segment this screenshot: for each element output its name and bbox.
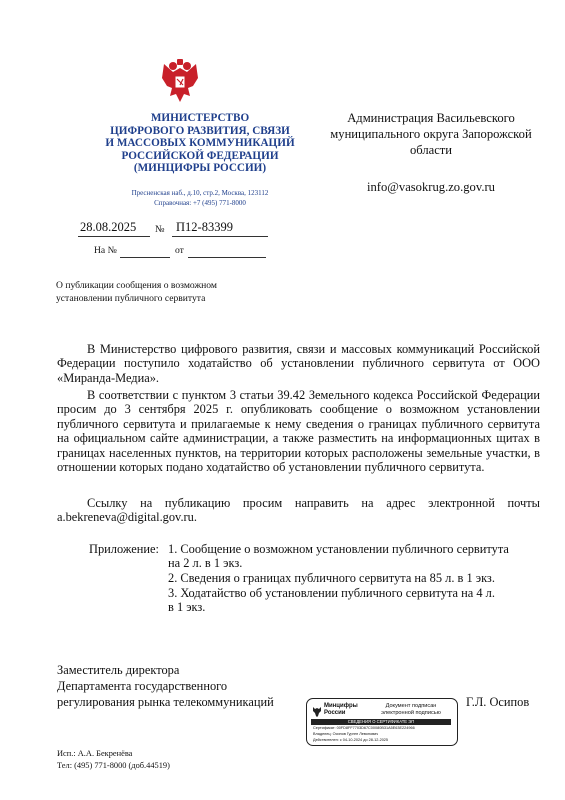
attachment-item-text: на 2 л. в 1 экз. [168,556,243,571]
subject-line: установлении публичного сервитута [56,292,206,304]
addressee [300,110,562,158]
stamp-logo-line1: Минцифры [324,703,358,709]
executor-phone: Тел: (495) 771-8000 (доб.44519) [57,761,170,770]
addressee-line: области [409,143,453,157]
addressee-line: Администрация Васильевского [347,111,515,125]
ministry-name-line: И МАССОВЫХ КОММУНИКАЦИЙ [105,137,295,150]
position-line: Заместитель директора [57,663,180,677]
e-signature-stamp [306,698,458,746]
ministry-contacts [60,188,340,208]
body-paragraph-3: Ссылку на публикацию просим направить на адрес электронной почты a.bekreneva@digital.gov.ru. [57,496,540,525]
reg-number: П12-83399 [176,220,233,234]
stamp-cert: Сертификат: 00FD8FF7703D67C00080B31A5E63E224966 [313,726,415,730]
stamp-logo-line2: России [324,710,346,716]
addressee-line: муниципального округа Запорожской [330,127,532,141]
reply-number-label: На № [94,245,117,256]
signatory-position [57,662,274,710]
reg-number-underline [172,236,268,237]
stamp-title-line1: Документ подписан [385,703,437,709]
reply-date-underline [188,257,266,258]
coat-of-arms-emblem [158,58,202,106]
attachment-item-3 [168,586,543,615]
attachment-label: Приложение: [89,542,159,556]
stamp-band: СВЕДЕНИЯ О СЕРТИФИКАТЕ ЭП [311,719,451,725]
stamp-title-line2: электронной подписью [381,710,441,716]
reg-date-underline [78,236,150,237]
reply-number-underline [120,257,170,258]
attachment-item-2: 2. Сведения о границах публичного сервитута на 85 л. в 1 экз. [168,571,495,585]
signatory-name: Г.Л. Осипов [466,695,530,709]
attachment-item-1 [168,542,543,571]
attachment-item-text: 3. Ходатайство об установлении публичного сервитута на 4 л. [168,586,495,600]
ministry-address: Пресненская наб., д.10, стр.2, Москва, 123112 [131,189,269,197]
emblem-small-icon [312,705,322,717]
body-paragraph-2: В соответствии с пунктом 3 статьи 39.42 Земельного кодекса Российской Федерации просим до 3 сентября 2025 г. опубликовать сообщение о возможном установлении публичного сервитута и прилагаемые к нему сведения о границах публичного сервитута на официальном сайте администрации, а также разместить на информационных щитах в границах населенных пунктов, на территории которых расположены земельные участки, в отношении которых подано ходатайство об установлении публичного сервитута. [57,388,540,475]
reg-date: 28.08.2025 [80,220,137,234]
addressee-email: info@vasokrug.zo.gov.ru [367,180,495,194]
ministry-name-line: РОССИЙСКОЙ ФЕДЕРАЦИИ [121,149,279,162]
attachment-item-text: 1. Сообщение о возможном установлении публичного сервитута [168,542,509,556]
position-line: регулирования рынка телекоммуникаций [57,695,274,709]
stamp-valid: Действителен: с 04-10-2024 до 28-12-2025 [313,738,389,742]
reg-number-label: № [155,224,165,235]
executor-name: Исп.: А.А. Бекренёва [57,749,133,758]
position-line: Департамента государственного [57,679,228,693]
stamp-owner: Владелец: Осипов Гурген Левонович [313,732,379,736]
attachment-item-text: в 1 экз. [168,600,206,615]
reply-from-label: от [175,245,184,256]
ministry-name [60,112,340,175]
ministry-name-line: ЦИФРОВОГО РАЗВИТИЯ, СВЯЗИ [110,124,290,137]
ministry-phone: Справочная: +7 (495) 771-8000 [154,199,246,207]
body-paragraph-1: В Министерство цифрового развития, связи и массовых коммуникаций Российской Федерации поступило ходатайство об установлении публичного сервитута от ООО «Миранда-Медиа». [57,342,540,385]
ministry-name-line: МИНИСТЕРСТВО [150,112,250,124]
executor-info [57,748,170,772]
subject-line: О публикации сообщения о возможном [56,280,217,291]
ministry-name-line: (МИНЦИФРЫ РОССИИ) [133,162,267,175]
letter-subject [56,280,217,305]
